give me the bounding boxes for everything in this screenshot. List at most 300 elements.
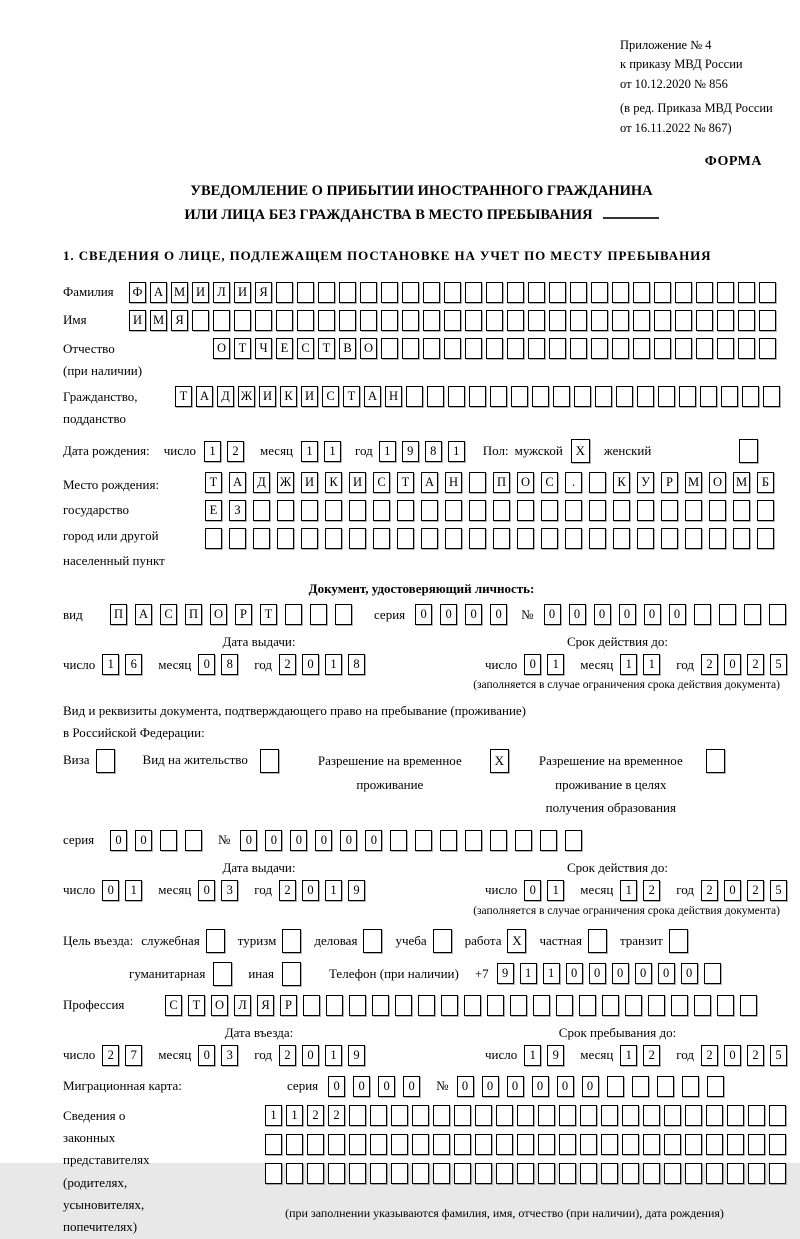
char-cell[interactable]: 1 [286, 1105, 303, 1126]
char-cell[interactable] [372, 995, 389, 1016]
char-cell[interactable] [625, 995, 642, 1016]
char-cell[interactable] [565, 500, 582, 521]
char-cell[interactable] [391, 1163, 408, 1184]
char-cell[interactable] [570, 310, 587, 331]
char-cell[interactable] [490, 386, 507, 407]
char-cell[interactable] [469, 472, 486, 493]
char-cell[interactable]: 0 [681, 963, 698, 984]
char-cell[interactable]: 2 [279, 1045, 296, 1066]
char-cell[interactable] [553, 386, 570, 407]
char-cell[interactable] [733, 500, 750, 521]
char-cell[interactable]: 0 [669, 604, 686, 625]
char-cell[interactable] [769, 604, 786, 625]
char-cell[interactable] [694, 604, 711, 625]
char-cell[interactable] [757, 528, 774, 549]
char-cell[interactable]: 0 [198, 880, 215, 901]
char-cell[interactable] [454, 1163, 471, 1184]
char-cell[interactable]: Н [445, 472, 462, 493]
char-cell[interactable] [580, 1134, 597, 1155]
char-cell[interactable] [349, 500, 366, 521]
char-cell[interactable]: 0 [507, 1076, 524, 1097]
char-cell[interactable] [301, 500, 318, 521]
char-cell[interactable] [570, 282, 587, 303]
char-cell[interactable] [475, 1105, 492, 1126]
char-cell[interactable] [612, 310, 629, 331]
char-cell[interactable] [511, 386, 528, 407]
char-cell[interactable] [391, 1134, 408, 1155]
char-cell[interactable] [549, 310, 566, 331]
char-cell[interactable] [643, 1134, 660, 1155]
char-cell[interactable] [704, 963, 721, 984]
char-cell[interactable] [591, 338, 608, 359]
char-cell[interactable] [423, 310, 440, 331]
char-cell[interactable] [445, 528, 462, 549]
char-cell[interactable] [517, 1163, 534, 1184]
char-cell[interactable] [613, 500, 630, 521]
char-cell[interactable]: 5 [770, 1045, 787, 1066]
char-cell[interactable] [517, 500, 534, 521]
char-cell[interactable] [549, 338, 566, 359]
char-cell[interactable] [373, 500, 390, 521]
char-cell[interactable] [397, 500, 414, 521]
char-cell[interactable]: К [280, 386, 297, 407]
char-cell[interactable]: Я [257, 995, 274, 1016]
char-cell[interactable] [538, 1134, 555, 1155]
char-cell[interactable] [381, 282, 398, 303]
char-cell[interactable] [349, 1105, 366, 1126]
char-cell[interactable] [685, 1134, 702, 1155]
char-cell[interactable]: 7 [125, 1045, 142, 1066]
char-cell[interactable]: Т [260, 604, 277, 625]
char-cell[interactable]: И [129, 310, 146, 331]
char-cell[interactable]: Я [255, 282, 272, 303]
char-cell[interactable]: И [349, 472, 366, 493]
char-cell[interactable] [185, 830, 202, 851]
char-cell[interactable] [748, 1134, 765, 1155]
char-cell[interactable]: 3 [221, 880, 238, 901]
char-cell[interactable]: 0 [724, 654, 741, 675]
char-cell[interactable] [541, 500, 558, 521]
char-cell[interactable] [528, 338, 545, 359]
char-cell[interactable]: 2 [643, 880, 660, 901]
char-cell[interactable] [454, 1105, 471, 1126]
char-cell[interactable] [440, 830, 457, 851]
residence-permit-checkbox[interactable] [260, 749, 279, 773]
purpose-study-checkbox[interactable] [433, 929, 452, 953]
char-cell[interactable] [349, 1163, 366, 1184]
char-cell[interactable]: О [517, 472, 534, 493]
purpose-work-checkbox[interactable]: X [507, 929, 526, 953]
char-cell[interactable]: Н [385, 386, 402, 407]
char-cell[interactable]: П [110, 604, 127, 625]
char-cell[interactable] [229, 528, 246, 549]
char-cell[interactable] [538, 1105, 555, 1126]
char-cell[interactable] [559, 1134, 576, 1155]
char-cell[interactable]: 1 [620, 654, 637, 675]
char-cell[interactable] [589, 472, 606, 493]
char-cell[interactable] [685, 1163, 702, 1184]
char-cell[interactable]: 0 [724, 880, 741, 901]
char-cell[interactable]: 0 [315, 830, 332, 851]
char-cell[interactable] [391, 1105, 408, 1126]
char-cell[interactable]: 0 [490, 604, 507, 625]
char-cell[interactable] [423, 282, 440, 303]
char-cell[interactable] [565, 528, 582, 549]
char-cell[interactable] [664, 1105, 681, 1126]
char-cell[interactable] [265, 1134, 282, 1155]
char-cell[interactable]: 1 [547, 880, 564, 901]
char-cell[interactable]: О [360, 338, 377, 359]
char-cell[interactable]: 0 [465, 604, 482, 625]
char-cell[interactable] [607, 1076, 624, 1097]
char-cell[interactable]: А [364, 386, 381, 407]
char-cell[interactable] [759, 310, 776, 331]
char-cell[interactable]: Ж [238, 386, 255, 407]
char-cell[interactable]: Р [280, 995, 297, 1016]
char-cell[interactable] [360, 282, 377, 303]
char-cell[interactable] [648, 995, 665, 1016]
char-cell[interactable] [496, 1105, 513, 1126]
char-cell[interactable]: Б [757, 472, 774, 493]
char-cell[interactable] [475, 1134, 492, 1155]
char-cell[interactable]: 0 [378, 1076, 395, 1097]
char-cell[interactable] [633, 282, 650, 303]
char-cell[interactable] [493, 528, 510, 549]
char-cell[interactable] [763, 386, 780, 407]
char-cell[interactable]: 8 [348, 654, 365, 675]
char-cell[interactable] [633, 338, 650, 359]
char-cell[interactable] [654, 282, 671, 303]
purpose-business-checkbox[interactable] [363, 929, 382, 953]
char-cell[interactable]: 0 [635, 963, 652, 984]
char-cell[interactable] [613, 528, 630, 549]
char-cell[interactable]: 0 [612, 963, 629, 984]
temp-residence-checkbox[interactable]: X [490, 749, 509, 773]
char-cell[interactable]: 9 [348, 880, 365, 901]
purpose-tourism-checkbox[interactable] [282, 929, 301, 953]
char-cell[interactable] [727, 1134, 744, 1155]
char-cell[interactable] [297, 310, 314, 331]
char-cell[interactable] [444, 310, 461, 331]
char-cell[interactable]: 9 [547, 1045, 564, 1066]
char-cell[interactable] [465, 282, 482, 303]
char-cell[interactable] [265, 1163, 282, 1184]
purpose-private-checkbox[interactable] [588, 929, 607, 953]
char-cell[interactable]: 5 [770, 880, 787, 901]
char-cell[interactable]: Т [234, 338, 251, 359]
char-cell[interactable]: У [637, 472, 654, 493]
char-cell[interactable]: В [339, 338, 356, 359]
char-cell[interactable]: 1 [324, 441, 341, 462]
char-cell[interactable]: 0 [440, 604, 457, 625]
char-cell[interactable] [465, 338, 482, 359]
char-cell[interactable] [717, 995, 734, 1016]
char-cell[interactable] [622, 1105, 639, 1126]
char-cell[interactable]: 8 [221, 654, 238, 675]
char-cell[interactable]: 0 [569, 604, 586, 625]
char-cell[interactable]: М [150, 310, 167, 331]
char-cell[interactable] [671, 995, 688, 1016]
char-cell[interactable] [685, 1105, 702, 1126]
char-cell[interactable] [469, 500, 486, 521]
char-cell[interactable] [632, 1076, 649, 1097]
char-cell[interactable] [160, 830, 177, 851]
char-cell[interactable] [664, 1163, 681, 1184]
char-cell[interactable] [769, 1105, 786, 1126]
char-cell[interactable] [205, 528, 222, 549]
char-cell[interactable]: 0 [353, 1076, 370, 1097]
char-cell[interactable]: . [565, 472, 582, 493]
char-cell[interactable]: 8 [425, 441, 442, 462]
char-cell[interactable] [517, 1105, 534, 1126]
char-cell[interactable]: М [733, 472, 750, 493]
char-cell[interactable]: 0 [102, 880, 119, 901]
char-cell[interactable] [601, 1105, 618, 1126]
char-cell[interactable] [517, 528, 534, 549]
char-cell[interactable] [637, 500, 654, 521]
char-cell[interactable]: 0 [482, 1076, 499, 1097]
char-cell[interactable]: 1 [547, 654, 564, 675]
char-cell[interactable] [486, 310, 503, 331]
char-cell[interactable]: 0 [524, 654, 541, 675]
char-cell[interactable] [612, 338, 629, 359]
char-cell[interactable] [738, 282, 755, 303]
char-cell[interactable] [528, 310, 545, 331]
char-cell[interactable]: М [171, 282, 188, 303]
char-cell[interactable] [675, 282, 692, 303]
char-cell[interactable] [556, 995, 573, 1016]
char-cell[interactable] [192, 310, 209, 331]
char-cell[interactable]: 0 [524, 880, 541, 901]
char-cell[interactable]: 0 [403, 1076, 420, 1097]
char-cell[interactable] [533, 995, 550, 1016]
char-cell[interactable] [318, 282, 335, 303]
char-cell[interactable]: Т [343, 386, 360, 407]
char-cell[interactable] [360, 310, 377, 331]
char-cell[interactable] [402, 282, 419, 303]
char-cell[interactable] [444, 338, 461, 359]
char-cell[interactable] [276, 310, 293, 331]
char-cell[interactable]: 0 [240, 830, 257, 851]
char-cell[interactable] [589, 528, 606, 549]
char-cell[interactable] [717, 282, 734, 303]
char-cell[interactable] [759, 338, 776, 359]
char-cell[interactable] [637, 386, 654, 407]
char-cell[interactable]: 0 [302, 1045, 319, 1066]
char-cell[interactable]: Р [661, 472, 678, 493]
char-cell[interactable] [643, 1163, 660, 1184]
char-cell[interactable] [448, 386, 465, 407]
char-cell[interactable] [738, 338, 755, 359]
char-cell[interactable] [490, 830, 507, 851]
char-cell[interactable]: Ч [255, 338, 272, 359]
char-cell[interactable]: 1 [643, 654, 660, 675]
char-cell[interactable] [486, 338, 503, 359]
char-cell[interactable] [589, 500, 606, 521]
char-cell[interactable]: 2 [701, 654, 718, 675]
char-cell[interactable] [709, 528, 726, 549]
purpose-humanitarian-checkbox[interactable] [213, 962, 232, 986]
char-cell[interactable] [433, 1134, 450, 1155]
char-cell[interactable] [415, 830, 432, 851]
char-cell[interactable]: 3 [221, 1045, 238, 1066]
char-cell[interactable] [602, 995, 619, 1016]
char-cell[interactable] [769, 1134, 786, 1155]
char-cell[interactable] [510, 995, 527, 1016]
char-cell[interactable] [733, 528, 750, 549]
char-cell[interactable] [402, 338, 419, 359]
char-cell[interactable]: А [135, 604, 152, 625]
char-cell[interactable] [507, 338, 524, 359]
char-cell[interactable] [326, 995, 343, 1016]
char-cell[interactable]: О [213, 338, 230, 359]
char-cell[interactable] [475, 1163, 492, 1184]
char-cell[interactable]: 0 [582, 1076, 599, 1097]
char-cell[interactable]: 2 [307, 1105, 324, 1126]
char-cell[interactable] [445, 500, 462, 521]
char-cell[interactable] [406, 386, 423, 407]
char-cell[interactable] [541, 528, 558, 549]
temp-residence-edu-checkbox[interactable] [706, 749, 725, 773]
char-cell[interactable]: К [613, 472, 630, 493]
char-cell[interactable] [706, 1105, 723, 1126]
char-cell[interactable] [303, 995, 320, 1016]
purpose-transit-checkbox[interactable] [669, 929, 688, 953]
char-cell[interactable] [370, 1105, 387, 1126]
char-cell[interactable]: Е [205, 500, 222, 521]
char-cell[interactable]: 0 [290, 830, 307, 851]
char-cell[interactable]: Л [234, 995, 251, 1016]
char-cell[interactable]: 2 [701, 1045, 718, 1066]
char-cell[interactable] [301, 528, 318, 549]
char-cell[interactable]: И [301, 386, 318, 407]
char-cell[interactable]: 1 [325, 880, 342, 901]
char-cell[interactable] [464, 995, 481, 1016]
char-cell[interactable] [742, 386, 759, 407]
char-cell[interactable]: 1 [325, 654, 342, 675]
char-cell[interactable]: 0 [110, 830, 127, 851]
char-cell[interactable]: 2 [747, 880, 764, 901]
char-cell[interactable]: И [259, 386, 276, 407]
char-cell[interactable]: 1 [125, 880, 142, 901]
char-cell[interactable]: 5 [770, 654, 787, 675]
char-cell[interactable] [616, 386, 633, 407]
char-cell[interactable]: С [541, 472, 558, 493]
char-cell[interactable] [418, 995, 435, 1016]
char-cell[interactable]: А [196, 386, 213, 407]
char-cell[interactable] [633, 310, 650, 331]
char-cell[interactable] [591, 310, 608, 331]
char-cell[interactable]: 2 [643, 1045, 660, 1066]
char-cell[interactable]: 0 [302, 654, 319, 675]
char-cell[interactable]: 1 [379, 441, 396, 462]
char-cell[interactable] [454, 1134, 471, 1155]
char-cell[interactable] [307, 1163, 324, 1184]
char-cell[interactable]: 0 [589, 963, 606, 984]
char-cell[interactable]: С [297, 338, 314, 359]
char-cell[interactable]: 2 [102, 1045, 119, 1066]
char-cell[interactable]: К [325, 472, 342, 493]
char-cell[interactable] [493, 500, 510, 521]
char-cell[interactable] [707, 1076, 724, 1097]
char-cell[interactable] [507, 282, 524, 303]
visa-checkbox[interactable] [96, 749, 115, 773]
char-cell[interactable]: 0 [135, 830, 152, 851]
char-cell[interactable] [390, 830, 407, 851]
char-cell[interactable] [696, 282, 713, 303]
char-cell[interactable] [507, 310, 524, 331]
char-cell[interactable]: 2 [279, 654, 296, 675]
char-cell[interactable] [234, 310, 251, 331]
char-cell[interactable] [721, 386, 738, 407]
char-cell[interactable] [658, 386, 675, 407]
char-cell[interactable] [469, 528, 486, 549]
char-cell[interactable]: 2 [328, 1105, 345, 1126]
char-cell[interactable] [654, 310, 671, 331]
char-cell[interactable] [335, 604, 352, 625]
char-cell[interactable] [441, 995, 458, 1016]
char-cell[interactable] [622, 1134, 639, 1155]
char-cell[interactable] [402, 310, 419, 331]
char-cell[interactable]: Т [205, 472, 222, 493]
char-cell[interactable] [738, 310, 755, 331]
char-cell[interactable]: И [234, 282, 251, 303]
char-cell[interactable]: 1 [620, 880, 637, 901]
char-cell[interactable]: 0 [594, 604, 611, 625]
char-cell[interactable] [601, 1134, 618, 1155]
char-cell[interactable] [433, 1163, 450, 1184]
char-cell[interactable] [719, 604, 736, 625]
char-cell[interactable] [412, 1134, 429, 1155]
char-cell[interactable]: 0 [340, 830, 357, 851]
char-cell[interactable]: 0 [328, 1076, 345, 1097]
char-cell[interactable] [540, 830, 557, 851]
char-cell[interactable] [559, 1163, 576, 1184]
char-cell[interactable]: 0 [566, 963, 583, 984]
char-cell[interactable]: Д [217, 386, 234, 407]
char-cell[interactable] [285, 604, 302, 625]
char-cell[interactable] [339, 310, 356, 331]
char-cell[interactable] [744, 604, 761, 625]
char-cell[interactable] [297, 282, 314, 303]
char-cell[interactable] [349, 1134, 366, 1155]
char-cell[interactable] [427, 386, 444, 407]
char-cell[interactable] [325, 528, 342, 549]
char-cell[interactable]: 9 [402, 441, 419, 462]
sex-female-checkbox[interactable] [739, 439, 758, 463]
char-cell[interactable] [349, 528, 366, 549]
char-cell[interactable] [727, 1105, 744, 1126]
char-cell[interactable] [709, 500, 726, 521]
char-cell[interactable]: Р [235, 604, 252, 625]
char-cell[interactable] [717, 338, 734, 359]
char-cell[interactable] [486, 282, 503, 303]
char-cell[interactable] [328, 1163, 345, 1184]
char-cell[interactable]: 0 [557, 1076, 574, 1097]
char-cell[interactable]: М [685, 472, 702, 493]
char-cell[interactable] [528, 282, 545, 303]
char-cell[interactable] [654, 338, 671, 359]
char-cell[interactable]: Т [318, 338, 335, 359]
char-cell[interactable]: П [185, 604, 202, 625]
char-cell[interactable] [579, 995, 596, 1016]
char-cell[interactable] [549, 282, 566, 303]
char-cell[interactable] [706, 1134, 723, 1155]
char-cell[interactable] [310, 604, 327, 625]
char-cell[interactable] [515, 830, 532, 851]
char-cell[interactable] [637, 528, 654, 549]
char-cell[interactable] [700, 386, 717, 407]
